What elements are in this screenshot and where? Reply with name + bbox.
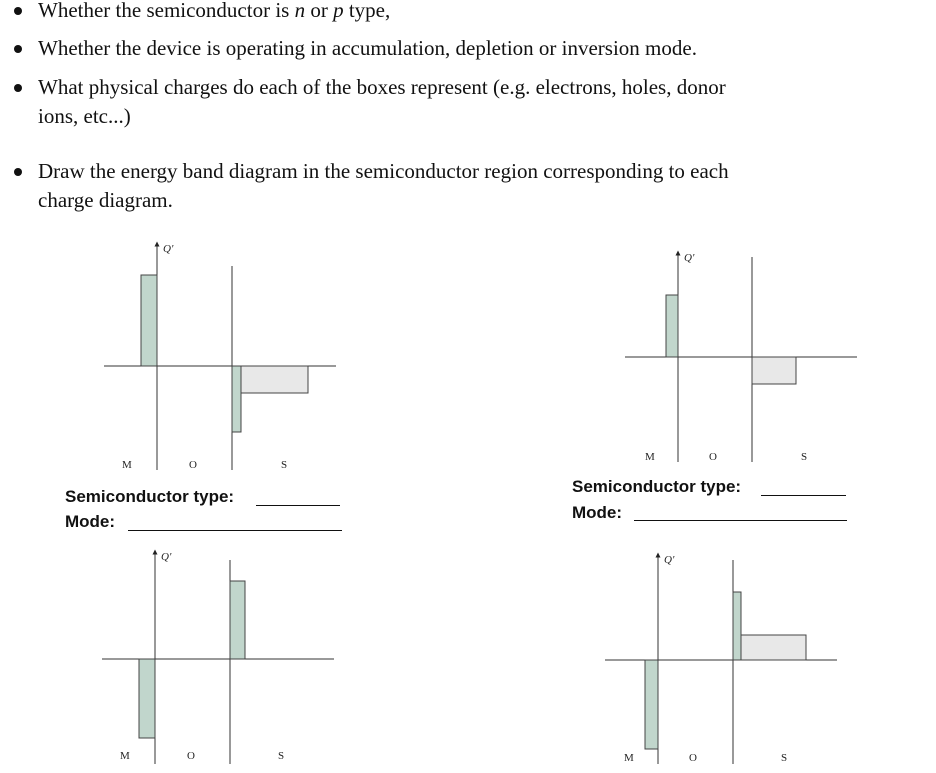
metal-label: M bbox=[645, 451, 655, 463]
semiconductor-charge-box bbox=[232, 366, 241, 432]
semiconductor-type-label: Semiconductor type: bbox=[65, 487, 235, 506]
metal-charge-box bbox=[139, 659, 155, 738]
mode-label: Mode: bbox=[572, 503, 623, 522]
semiconductor-type-label: Semiconductor type: bbox=[572, 477, 742, 496]
bullet-physical-charges: What physical charges do each of the boxes represent (e.g. electrons, holes, donor ions, etc...) bbox=[10, 73, 890, 131]
semiconductor-type-blank[interactable] bbox=[761, 495, 846, 496]
bullet-semiconductor-type: Whether the semiconductor is n or p type, bbox=[10, 0, 890, 25]
charge-diagram-1 bbox=[104, 243, 336, 471]
metal-label: M bbox=[120, 750, 130, 762]
charge-diagram-4 bbox=[605, 554, 837, 764]
semiconductor-charge-box bbox=[741, 635, 806, 660]
semiconductor-label: S bbox=[801, 451, 808, 463]
semiconductor-label: S bbox=[278, 750, 285, 762]
oxide-label: O bbox=[689, 752, 697, 764]
mode-blank[interactable] bbox=[128, 530, 342, 531]
bullet-energy-band: Draw the energy band diagram in the semiconductor region corresponding to each charge diagram. bbox=[10, 157, 890, 215]
metal-charge-box bbox=[645, 660, 658, 749]
oxide-label: O bbox=[189, 459, 197, 471]
semiconductor-charge-box bbox=[230, 581, 245, 659]
q-axis-label: Q' bbox=[664, 554, 675, 566]
semiconductor-label: S bbox=[281, 459, 288, 471]
metal-charge-box bbox=[666, 295, 678, 357]
semiconductor-charge-box bbox=[241, 366, 308, 393]
semiconductor-type-blank[interactable] bbox=[256, 505, 340, 506]
oxide-label: O bbox=[709, 451, 717, 463]
q-axis-label: Q' bbox=[684, 252, 695, 264]
charge-diagram-3 bbox=[102, 551, 334, 764]
metal-label: M bbox=[122, 459, 132, 471]
semiconductor-charge-box bbox=[733, 592, 741, 660]
oxide-label: O bbox=[187, 750, 195, 762]
mode-blank[interactable] bbox=[634, 520, 847, 521]
bullet-operating-mode: Whether the device is operating in accumulation, depletion or inversion mode. bbox=[10, 34, 890, 63]
mode-label: Mode: bbox=[65, 512, 116, 531]
q-axis-label: Q' bbox=[163, 243, 174, 255]
charge-diagram-2 bbox=[625, 252, 857, 463]
semiconductor-label: S bbox=[781, 752, 788, 764]
metal-charge-box bbox=[141, 275, 157, 366]
semiconductor-charge-box bbox=[752, 357, 796, 384]
metal-label: M bbox=[624, 752, 634, 764]
q-axis-label: Q' bbox=[161, 551, 172, 563]
